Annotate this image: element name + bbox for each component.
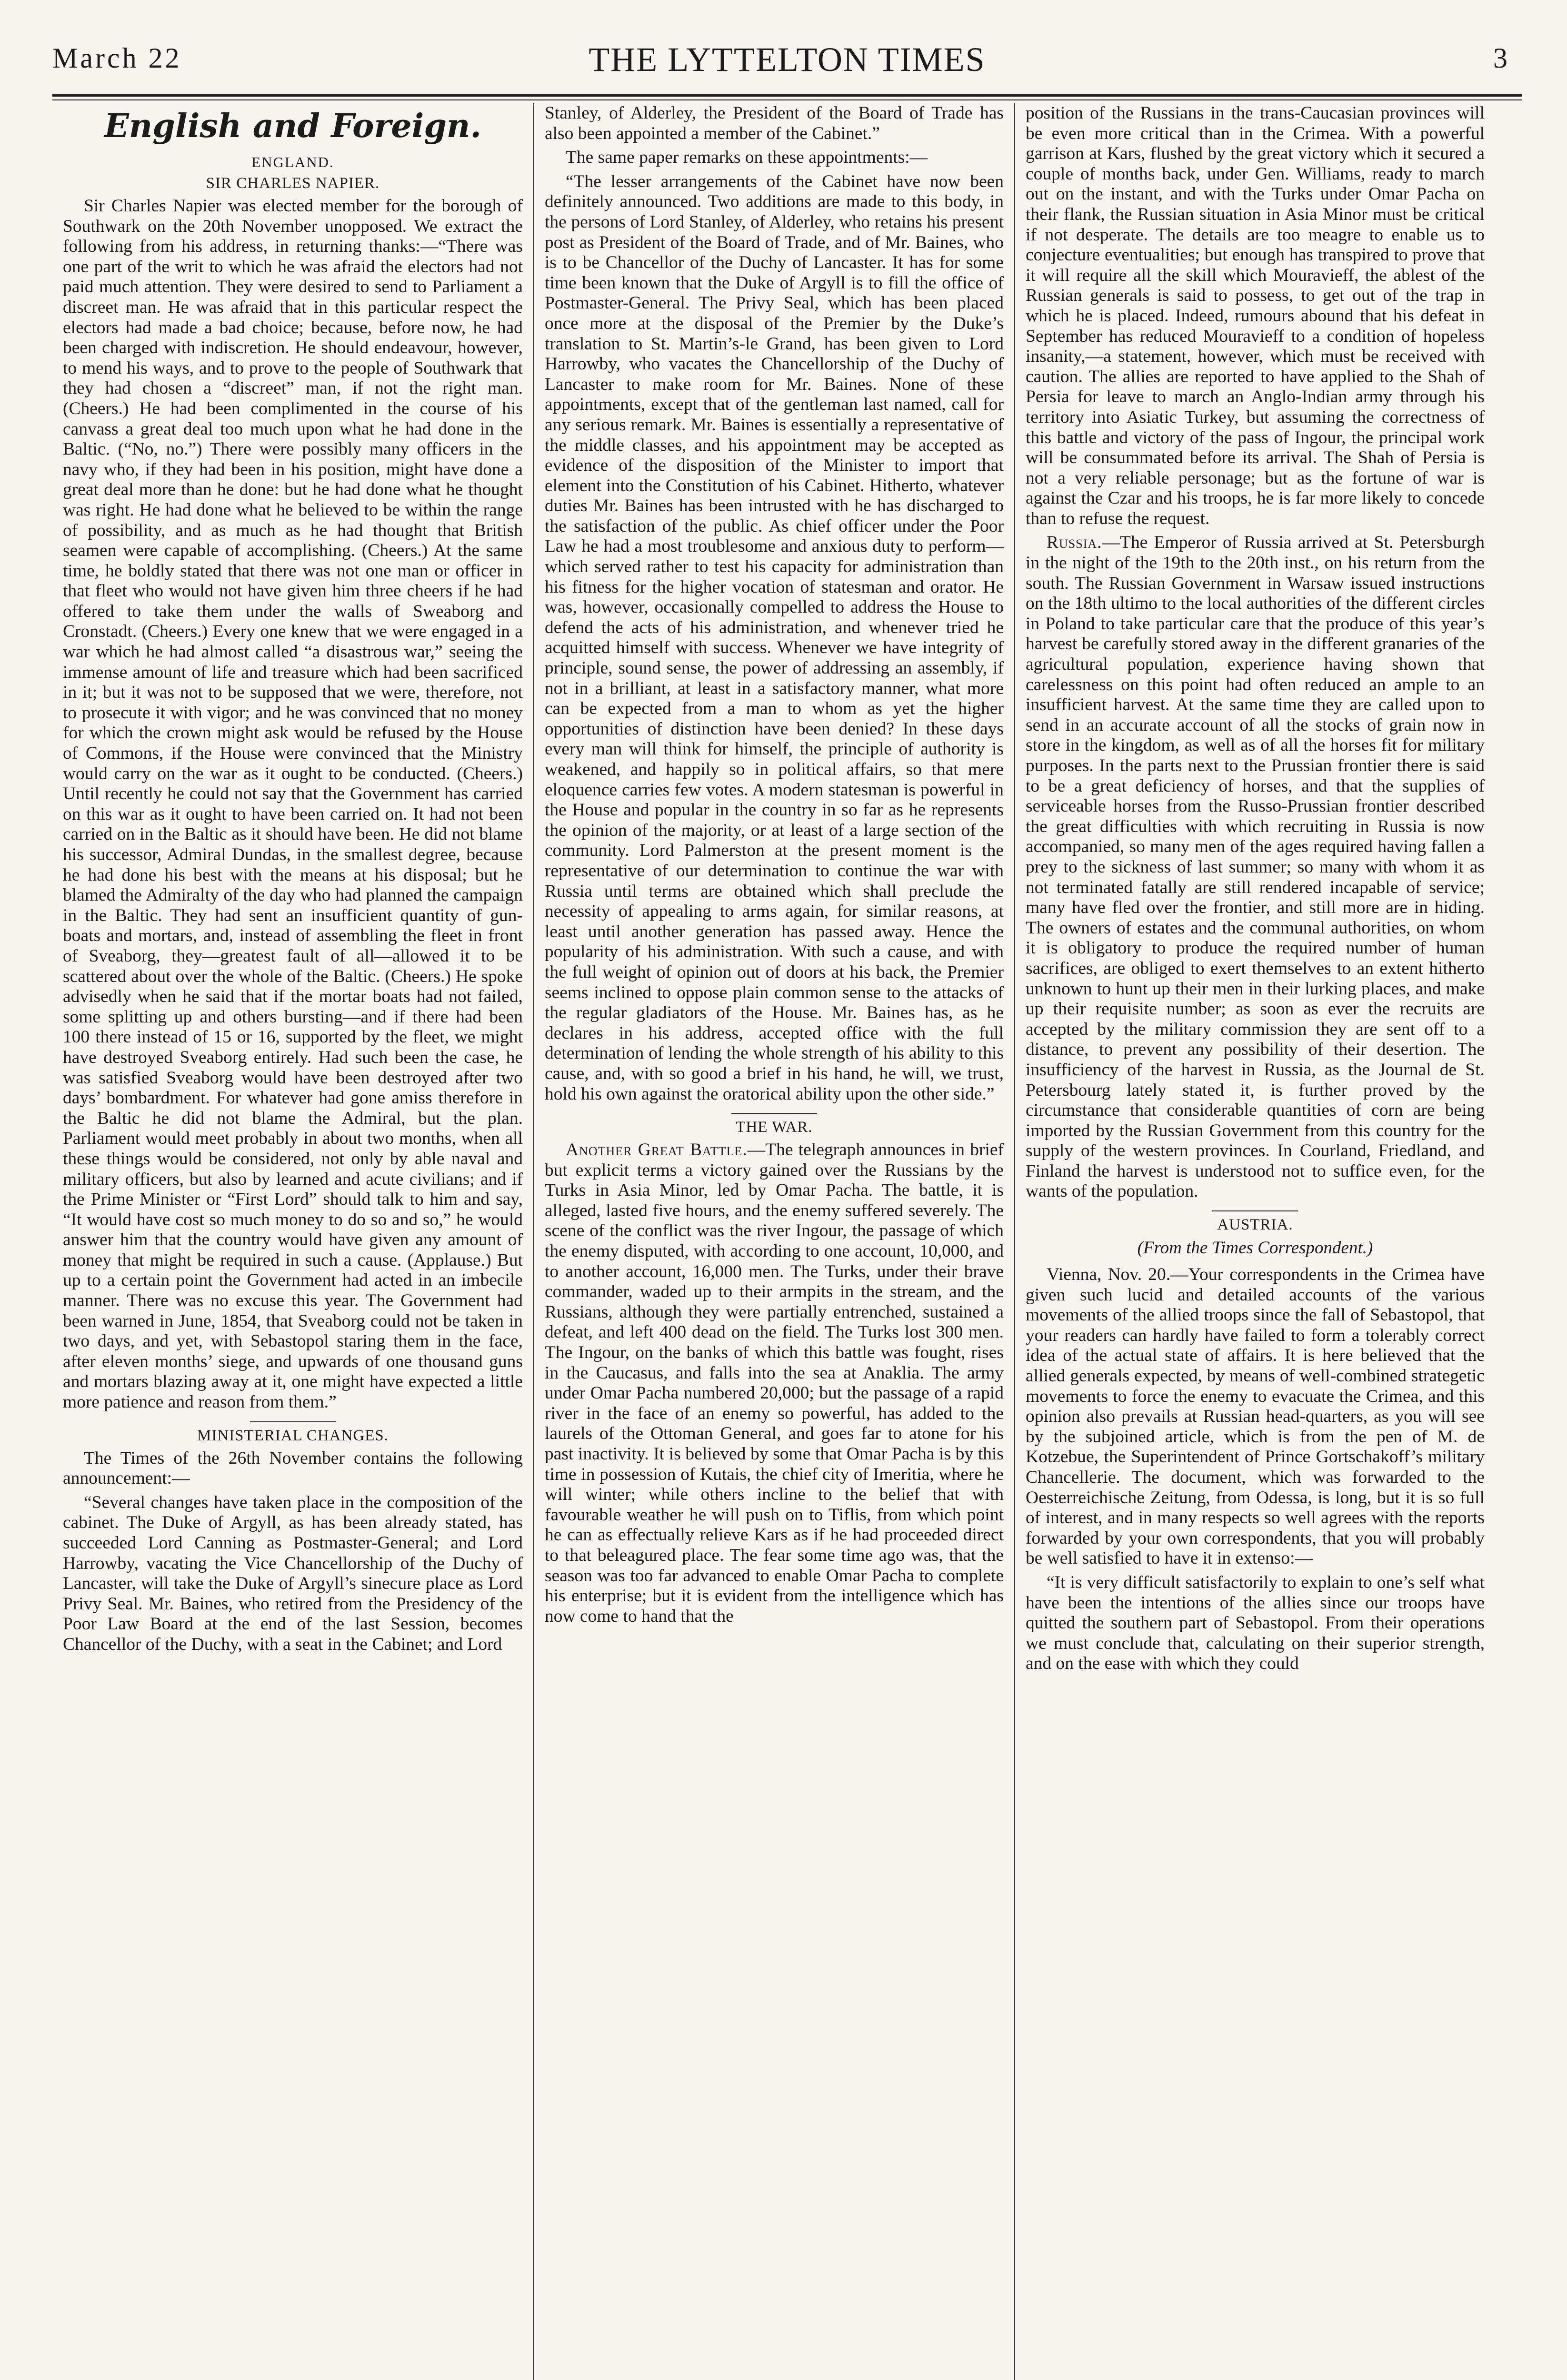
article-source: (From the Times Correspondent.) <box>1137 1238 1373 1258</box>
article-heading: AUSTRIA. <box>1217 1216 1293 1234</box>
masthead <box>52 33 1522 90</box>
article-paragraph: “Several changes have taken place in the composition of the cabinet. The Duke of Argyll, as has been already stated, has succeeded Lord Canning as Postmaster-General; and Lord Harrowby, vacating the Vice Chancellorship of the Duchy of Lancaster, will take the Duke of Argyll’s sinecure place as Lord Privy Seal. Mr. Baines, who retired from the Presidency of the Poor Law Board at the end of the last Session, becomes Chancellor of the Duchy, with a seat in the Cabinet; and Lord <box>63 1492 523 1654</box>
article-heading: THE WAR. <box>736 1119 813 1136</box>
column-1 <box>52 103 533 2380</box>
paragraph-body: —The telegraph announces in brief but explicit terms a victory gained over the Russians by the Turks in Asia Minor, led by Omar Pacha. The battle, it is alleged, lasted five hours, and the enemy suffered severely. The scene of the conflict was the river Ingour, the passage of which the enemy disputed, with according to one account, 10,000, and to another account, 16,000 men. The Turks, under their brave commander, waded up to their armpits in the stream, and the Russians, although they were partially entrenched, sustained a defeat, and left 400 dead on the field. The Turks lost 300 men. The Ingour, on the banks of which this battle was fought, rises in the Caucasus, and falls into the sea at Anaklia. The army under Omar Pacha numbered 20,000; but the passage of a rapid river in the face of an enemy so powerful, has added to the laurels of the Ottoman General, and goes far to atone for his past inactivity. It is believed by some that Omar Pacha is by this time in possession of Kutais, the chief city of Imeritia, where he will winter; while others incline to the belief that with favourable weather he will push on to Tiflis, from which point he can as effectually relieve Kars as if he had proceeded direct to that beleagured place. The fear some time ago was, that the season was too far advanced to enable Omar Pacha to complete his enterprise; but it is evident from the intelligence which has now come to hand that the <box>545 1140 1004 1626</box>
article-heading: MINISTERIAL CHANGES. <box>197 1427 389 1444</box>
section-title: English and Foreign. <box>104 107 482 145</box>
article-paragraph: Vienna, Nov. 20.—Your correspondents in the Crimea have given such lucid and detailed accounts of the various movements of the allied troops since the fall of Sebastopol, that your readers can hardly have failed to form a tolerably correct idea of the actual state of affairs. It is here believed that the allied generals expected, by means of well-combined strategetic movements to force the enemy to evacuate the Crimea, and this opinion also prevails at Russian head-quarters, as you will see by the subjoined article, which is from the pen of M. de Kotzebue, the Superintendent of Prince Gortschakoff’s military Chancellerie. The document, which was forwarded to the Oesterreichische Zeitung, from Odessa, is long, but it is so full of interest, and in many respects so well agrees with the reports forwarded by your own correspondents, that you will probably be well satisfied to have it in extenso:— <box>1026 1265 1485 1568</box>
divider <box>1212 1210 1298 1211</box>
newspaper-title: THE LYTTELTON TIMES <box>589 40 986 79</box>
paragraph-lead: Russia. <box>1047 533 1102 553</box>
article-paragraph: Stanley, of Alderley, the President of the Board of Trade has also been appointed a member of the Cabinet.” <box>545 103 1004 143</box>
paragraph-body: —The Emperor of Russia arrived at St. Petersburgh in the night of the 19th to the 20th inst., on his return from the south. The Russian Government in Warsaw issued instructions on the 18th ultimo to the local authorities of the different circles in Poland to take particular care that the produce of this year’s harvest be carefully stored away in the different granaries of the agricultural population, experience having shown that carelessness on this point had often reduced an ample to an insufficient harvest. At the same time they are called upon to send in an accurate account of all the stocks of grain now in store in the kingdom, as well as of all the horses fit for military purposes. In the parts next to the Prussian frontier there is said to be a great deficiency of horses, and that the supplies of serviceable horses from the Russo-Prussian frontier described the great difficulties with which recruiting in Russia is now accompanied, so many men of the ages required having fallen a prey to the sickness of last summer; so many with whom it as not terminated fatally are still rendered incapable of service; many have fled over the frontier, and still more are in hiding. The owners of estates and the communal authorities, on whom it is obligatory to produce the required number of human sacrifices, are obliged to exert themselves to an extent hitherto unknown to hunt up their men in their lurking places, and make up their requisite number; as soon as ever the recruits are accepted by the military commission they are sent off to a distance, to prevent any possibility of their desertion. The insufficiency of the harvest in Russia, as the Journal de St. Petersbourg lately stated it, is further proved by the circumstance that considerable quantities of corn are being imported by the Russian Government from this country for the supply of the western provinces. In Courland, Friedland, and Finland the harvest is understood not to suffice even, for the wants of the population. <box>1026 533 1485 1201</box>
page-number: 3 <box>1493 42 1507 74</box>
columns <box>52 103 1522 2380</box>
masthead-rule <box>52 94 1522 97</box>
divider <box>250 1421 336 1422</box>
article-paragraph: The same paper remarks on these appointments:— <box>566 148 928 168</box>
article-paragraph: “It is very difficult satisfactorily to explain to one’s self what have been the intentions of the allies since our troops have quitted the southern part of Sebastopol. From their operations we must conclude that, calculating on their superior strength, and on the ease with which they could <box>1026 1572 1485 1674</box>
article-paragraph: “The lesser arrangements of the Cabinet have now been definitely announced. Two additions are made to this body, in the persons of Lord Stanley, of Alderley, who retains his present post as President of the Board of Trade, and of Mr. Baines, who is to be Chancellor of the Duchy of Lancaster. It has for some time been known that the Duke of Argyll is to fill the office of Postmaster-General. The Privy Seal, which has been placed once more at the disposal of the Premier by the Duke’s translation to St. Martin’s-le Grand, has been given to Lord Harrowby, who vacates the Chancellorship of the Duchy of Lancaster to make room for Mr. Baines. None of these appointments, except that of the gentleman last named, call for any serious remark. Mr. Baines is essentially a representative of the middle classes, and his appointment may be accepted as evidence of the disposition of the Minister to import that element into the Constitution of his Cabinet. Hitherto, whatever duties Mr. Baines has been intrusted with he has discharged to the satisfaction of the public. As chief officer under the Poor Law he had a most troublesome and anxious duty to perform—which served rather to test his capacity for administration than his fitness for the higher vocation of statesman and orator. He was, however, occasionally compelled to address the House to defend the acts of his administration, and whenever tried he acquitted himself with success. Whenever we have integrity of principle, sound sense, the power of addressing an assembly, if not in a brilliant, at least in a satisfactory manner, what more can be expected from a man to whom as yet the higher opportunities of distinction have been denied? In these days every man will think for himself, the principle of authority is weakened, and happily so in political affairs, so that mere eloquence carries few votes. A modern statesman is powerful in the House and popular in the country in so far as he represents the opinion of the majority, or at least of a large section of the community. Lord Palmerston at the present moment is the representative of our determination to continue the war with Russia until terms are obtained which shall preclude the necessity of appealing to arms again, for similar reasons, at least until another generation has passed away. Hence the popularity of his administration. With such a cause, and with the full weight of opinion out of doors at his back, the Premier seems inclined to oppose plain common sense to the attacks of the regular gladiators of the House. Mr. Baines has, as he declares in his address, accepted office with the full determination of lending the whole strength of his ability to this cause, and, with so good a brief in his hand, he will, we trust, hold his own against the oratorical ability upon the other side.” <box>545 171 1004 1104</box>
article-paragraph: position of the Russians in the trans-Caucasian provinces will be even more critical than in the Crimea. With a powerful garrison at Kars, flushed by the great victory which it secured a couple of months back, under Gen. Williams, ready to march out on the instant, and with the Turks under Omar Pacha on their flank, the Russian situation in Asia Minor must be critical if not desperate. The details are too meagre to enable us to conjecture eventualities; but enough has transpired to prove that it will require all the skill which Mouravieff, the ablest of the Russian generals is said to possess, to get out of the trap in which he is placed. Indeed, rumours abound that his defeat in September has reduced Mouravieff to a condition of hopeless insanity,—a statement, however, which must be received with caution. The allies are reported to have applied to the Shah of Persia for leave to march an Anglo-Indian army through his territory into Asiatic Turkey, but assuming the correctness of this battle and victory of the pass of Ingour, the principal work will be consummated before its arrival. The Shah of Persia is not a very reliable personage; but as the fortune of war is against the Czar and his troops, he is far more likely to concede than to refuse the request. <box>1026 103 1485 528</box>
masthead-rule-thin <box>52 99 1522 100</box>
article-paragraph <box>545 1140 1004 1626</box>
column-3 <box>1014 103 1495 2380</box>
issue-date: March 22 <box>52 42 182 74</box>
column-2 <box>533 103 1014 2380</box>
divider <box>731 1113 817 1114</box>
article-heading: SIR CHARLES NAPIER. <box>206 175 380 192</box>
article-paragraph: The Times of the 26th November contains the following announcement:— <box>63 1448 523 1488</box>
article-paragraph <box>1026 533 1485 1202</box>
paragraph-lead: Another Great Battle. <box>566 1140 748 1160</box>
article-paragraph: Sir Charles Napier was elected member for the borough of Southwark on the 20th November unopposed. We extract the following from his address, in returning thanks:—“There was one part of the writ to which he was afraid the electors had not paid much attention. They were desired to send to Parliament a discreet man. He was afraid that in this particular respect the electors had made a bad choice; because, before now, he had been charged with indiscretion. He should endeavour, however, to mend his ways, and to prove to the people of Southwark that they had chosen a “discreet” man, if not the right man. (Cheers.) He had been complimented in the course of his canvass a great deal too much upon what he had done in the Baltic. (“No, no.”) There were possibly many officers in the navy who, if they had been in his position, might have done a great deal more than he done: but he had done what he thought was right. He had done what he believed to be within the range of possibility, and as much as he had thought that British seamen were capable of accomplishing. (Cheers.) At the same time, he boldly stated that there was not one man or officer in that fleet who would not have given him three cheers if he had offered to take them under the walls of Sweaborg and Cronstadt. (Cheers.) Every one knew that we were engaged in a war which he had almost called “a disastrous war,” seeing the immense amount of life and treasure which had been sacrificed in it; but it was not to be supposed that we were, therefore, not to prosecute it with vigor; and he was convinced that no money for which the crown might ask would be refused by the House of Commons, if the House were convinced that the Ministry would carry on the war as it ought to be conducted. (Cheers.) Until recently he could not say that the Government has carried on this war as it ought to have been carried on. It had not been carried on in the Baltic as it should have been. He did not blame his successor, Admiral Dundas, in the smallest degree, because he had done his best with the means at his disposal; but he blamed the Admiralty of the day who had planned the campaign in the Baltic. They had sent an insufficient quantity of gun-boats and mortars, and, instead of assembling the fleet in front of Sveaborg, they—greatest fault of all—allowed it to be scattered about over the whole of the Baltic. (Cheers.) He spoke advisedly when he said that if the mortar boats had not failed, some splitting up and others bursting—and if there had been 100 there instead of 15 or 16, supported by the fleet, we might have destroyed Sveaborg entirely. Had such been the case, he was satisfied Sveaborg would have been destroyed after two days’ bombardment. For whatever had gone amiss therefore in the Baltic he did not blame the Admiral, but the plan. Parliament would meet probably in about two months, when all these things would be considered, not only by able naval and military officers, but also by learned and acute civilians; and if the Prime Minister or “First Lord” should talk to him and say, “It would have cost so much money to do so and so,” he would answer him that the country would have given any amount of money that might be required in such a cause. (Applause.) But up to a certain point the Government had acted in an imbecile manner. There was no excuse this year. The Government had been warned in June, 1854, that Sveaborg could not be taken in two days, and yet, with Sebastopol staring them in the face, after eleven months’ siege, and upwards of one thousand guns and mortars blazing away at it, one might have expected a little more patience and reason from them.” <box>63 196 523 1412</box>
country-heading: ENGLAND. <box>251 154 334 170</box>
